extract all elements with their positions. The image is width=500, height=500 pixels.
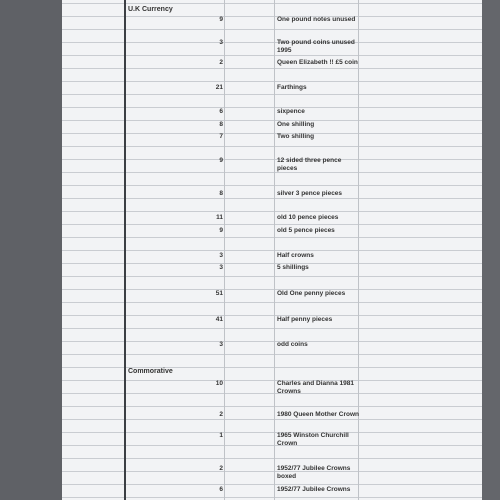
background-shadow bbox=[482, 0, 500, 500]
description-cell: sixpence bbox=[277, 108, 305, 115]
margin-line bbox=[124, 0, 126, 500]
description-cell: old 10 pence pieces bbox=[277, 214, 339, 221]
quantity-cell: 6 bbox=[219, 486, 223, 493]
section-heading-commorative: Commorative bbox=[128, 368, 173, 375]
description-cell: silver 3 pence pieces bbox=[277, 190, 343, 197]
description-cell: 1980 Queen Mother Crown bbox=[277, 411, 359, 418]
quantity-cell: 2 bbox=[219, 411, 223, 418]
quantity-cell: 8 bbox=[219, 190, 223, 197]
description-cell: Half penny pieces bbox=[277, 316, 333, 323]
description-cell: old 5 pence pieces bbox=[277, 227, 335, 234]
description-cell: 1952/77 Jubilee Crowns bbox=[277, 486, 351, 493]
description-cell: 5 shillings bbox=[277, 264, 309, 271]
quantity-cell: 9 bbox=[219, 16, 223, 23]
description-cell: Old One penny pieces bbox=[277, 290, 346, 297]
description-cell: Charles and Dianna 1981 Crowns bbox=[277, 380, 354, 395]
quantity-cell: 3 bbox=[219, 252, 223, 259]
quantity-cell: 3 bbox=[219, 264, 223, 271]
quantity-cell: 3 bbox=[219, 39, 223, 46]
description-cell: 12 sided three pence pieces bbox=[277, 157, 342, 172]
quantity-cell: 2 bbox=[219, 59, 223, 66]
description-cell: Queen Elizabeth !! £5 coin bbox=[277, 59, 358, 66]
quantity-cell: 3 bbox=[219, 341, 223, 348]
description-cell: Two shilling bbox=[277, 133, 315, 140]
quantity-cell: 41 bbox=[215, 316, 223, 323]
description-cell: One pound notes unused bbox=[277, 16, 356, 23]
description-cell: odd coins bbox=[277, 341, 308, 348]
quantity-cell: 21 bbox=[215, 84, 223, 91]
quantity-cell: 6 bbox=[219, 108, 223, 115]
column-divider bbox=[274, 0, 275, 500]
description-cell: Half crowns bbox=[277, 252, 314, 259]
description-cell: 1952/77 Jubilee Crowns boxed bbox=[277, 465, 351, 480]
quantity-cell: 2 bbox=[219, 465, 223, 472]
column-divider bbox=[224, 0, 225, 500]
quantity-cell: 7 bbox=[219, 133, 223, 140]
description-cell: One shilling bbox=[277, 121, 315, 128]
quantity-cell: 1 bbox=[219, 432, 223, 439]
quantity-cell: 11 bbox=[216, 214, 223, 221]
description-cell: Two pound coins unused 1995 bbox=[277, 39, 355, 54]
quantity-cell: 51 bbox=[215, 290, 223, 297]
column-divider bbox=[358, 0, 359, 500]
inventory-sheet bbox=[62, 0, 482, 500]
quantity-cell: 8 bbox=[219, 121, 223, 128]
section-heading-uk-currency: U.K Currency bbox=[128, 6, 173, 13]
quantity-cell: 10 bbox=[215, 380, 223, 387]
quantity-cell: 9 bbox=[219, 227, 223, 234]
description-cell: Farthings bbox=[277, 84, 307, 91]
description-cell: 1965 Winston Churchill Crown bbox=[277, 432, 349, 447]
quantity-cell: 9 bbox=[219, 157, 223, 164]
